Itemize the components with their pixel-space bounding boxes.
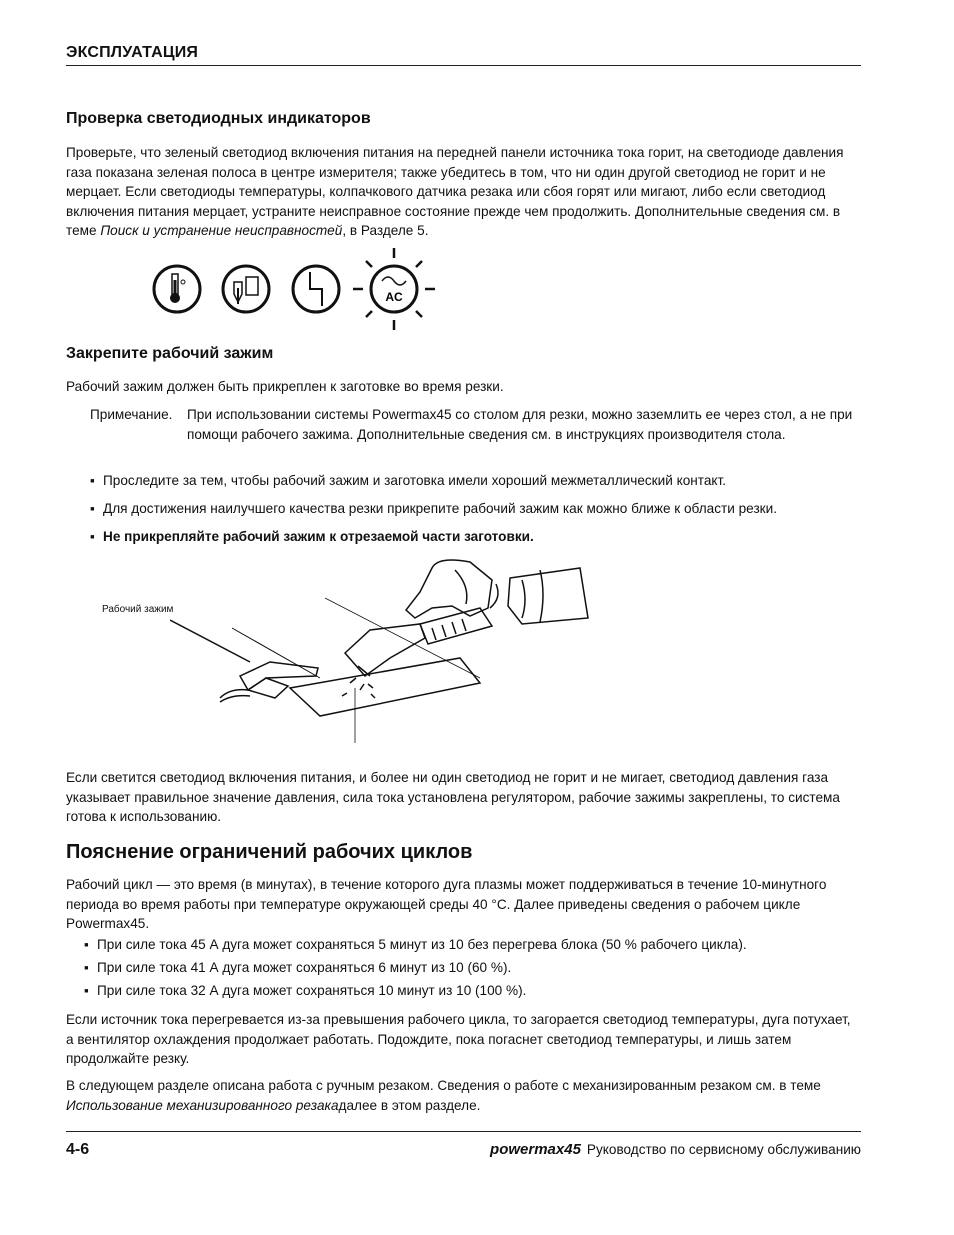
brand-logo: powermax45	[490, 1141, 581, 1158]
thermometer-icon	[154, 266, 200, 312]
led-icons-row	[150, 244, 440, 334]
footer-title	[490, 1141, 861, 1158]
list-item: ▪ При силе тока 41 А дуга может сохраняться 6 минут из 10 (60 %).	[84, 960, 512, 975]
bullet-text: Не прикрепляйте рабочий зажим к отрезаемой части заготовки.	[103, 529, 534, 544]
next-section-tail: далее в этом разделе.	[338, 1097, 481, 1113]
ac-power-icon	[353, 248, 435, 330]
note-label: Примечание.	[90, 407, 173, 422]
ready-paragraph: Если светится светодиод включения питания, и более ни один светодиод не горит и не мигает, светодиод давления газа указывает правильное значение давления, сила тока установлена регулятором, рабочие зажимы закреплены, то система готова к использованию.	[66, 770, 840, 825]
bullet-text: При силе тока 41 А дуга может сохраняться 6 минут из 10 (60 %).	[97, 960, 512, 975]
next-section-text: В следующем разделе описана работа с ручным резаком. Сведения о работе с механизированным резаком см. в теме	[66, 1078, 821, 1093]
page-number: 4-6	[66, 1141, 90, 1158]
led-check-paragraph	[66, 143, 861, 241]
bullet-text: При силе тока 32 А дуга может сохраняться 10 минут из 10 (100 %).	[97, 983, 527, 998]
led-para-text: Проверьте, что зеленый светодиод включения питания на передней панели источника тока горит, на светодиоде давления газа показана зеленая полоса в центре измерителя; также убедитесь в том, что ни один другой светодиод не горит и не мерцает. Если светодиоды температуры, колпачкового датчика резака или сбоя горят или мигают, либо если светодиод включения питания мерцает, устраните неисправное состояние прежде чем продолжить. Дополнительные сведения см. в теме	[66, 145, 844, 239]
list-item: ▪ При силе тока 32 А дуга может сохраняться 10 минут из 10 (100 %).	[84, 983, 527, 998]
bullet-text: Для достижения наилучшего качества резки прикрепите рабочий зажим как можно ближе к области резки.	[103, 501, 777, 516]
overheat-paragraph: Если источник тока перегревается из-за превышения рабочего цикла, то загорается светодиод температуры, дуга потухает, а вентилятор охлаждения продолжает работать. Подождите, пока погаснет светодиод температуры, и лишь затем продолжайте резку.	[66, 1012, 851, 1067]
section-header: ЭКСПЛУАТАЦИЯ	[66, 44, 199, 61]
troubleshooting-link[interactable]: Поиск и устранение неисправностей	[100, 223, 343, 239]
manual-title: Руководство по сервисному обслуживанию	[586, 1142, 861, 1157]
footer-rule	[66, 1131, 861, 1132]
duty-cycle-paragraph: Рабочий цикл — это время (в минутах), в течение которого дуга плазмы может поддерживаться в течение 10-минутного периода во время работы при температуре окружающей среды 40 °C. Далее приведены сведения о рабочем цикле Powermax45.	[66, 877, 827, 932]
torch-cap-sensor-icon	[223, 266, 269, 312]
work-clamp-heading: Закрепите рабочий зажим	[66, 345, 274, 362]
duty-cycle-heading: Пояснение ограничений рабочих циклов	[66, 841, 473, 863]
work-clamp-label: Рабочий зажим	[102, 604, 174, 615]
fault-icon	[293, 266, 339, 312]
ac-label: AC	[385, 290, 403, 304]
led-para-tail: , в Разделе 5.	[342, 223, 429, 239]
note-text: При использовании системы Powermax45 со столом для резки, можно заземлить ее через стол, а не при помощи рабочего зажима. Дополнительные сведения см. в инструкциях производителя стола.	[187, 407, 853, 442]
next-section-paragraph	[66, 1076, 861, 1115]
work-clamp-paragraph: Рабочий зажим должен быть прикреплен к заготовке во время резки.	[66, 379, 504, 394]
list-item: ▪ Для достижения наилучшего качества резки прикрепите рабочий зажим как можно ближе к области резки.	[90, 501, 777, 516]
work-clamp-illustration	[170, 558, 590, 748]
led-check-heading: Проверка светодиодных индикаторов	[66, 110, 371, 127]
list-item: ▪ Не прикрепляйте рабочий зажим к отрезаемой части заготовки.	[90, 529, 534, 544]
header-rule	[66, 65, 861, 66]
mechanized-torch-link[interactable]: Использование механизированного резака	[66, 1097, 339, 1113]
list-item: ▪ Проследите за тем, чтобы рабочий зажим и заготовка имели хороший межметаллический контакт.	[90, 473, 726, 488]
bullet-text: Проследите за тем, чтобы рабочий зажим и заготовка имели хороший межметаллический контакт.	[103, 473, 726, 488]
bullet-text: При силе тока 45 А дуга может сохраняться 5 минут из 10 без перегрева блока (50 % рабочего цикла).	[97, 937, 747, 952]
list-item: ▪ При силе тока 45 А дуга может сохраняться 5 минут из 10 без перегрева блока (50 % рабочего цикла).	[84, 937, 747, 952]
